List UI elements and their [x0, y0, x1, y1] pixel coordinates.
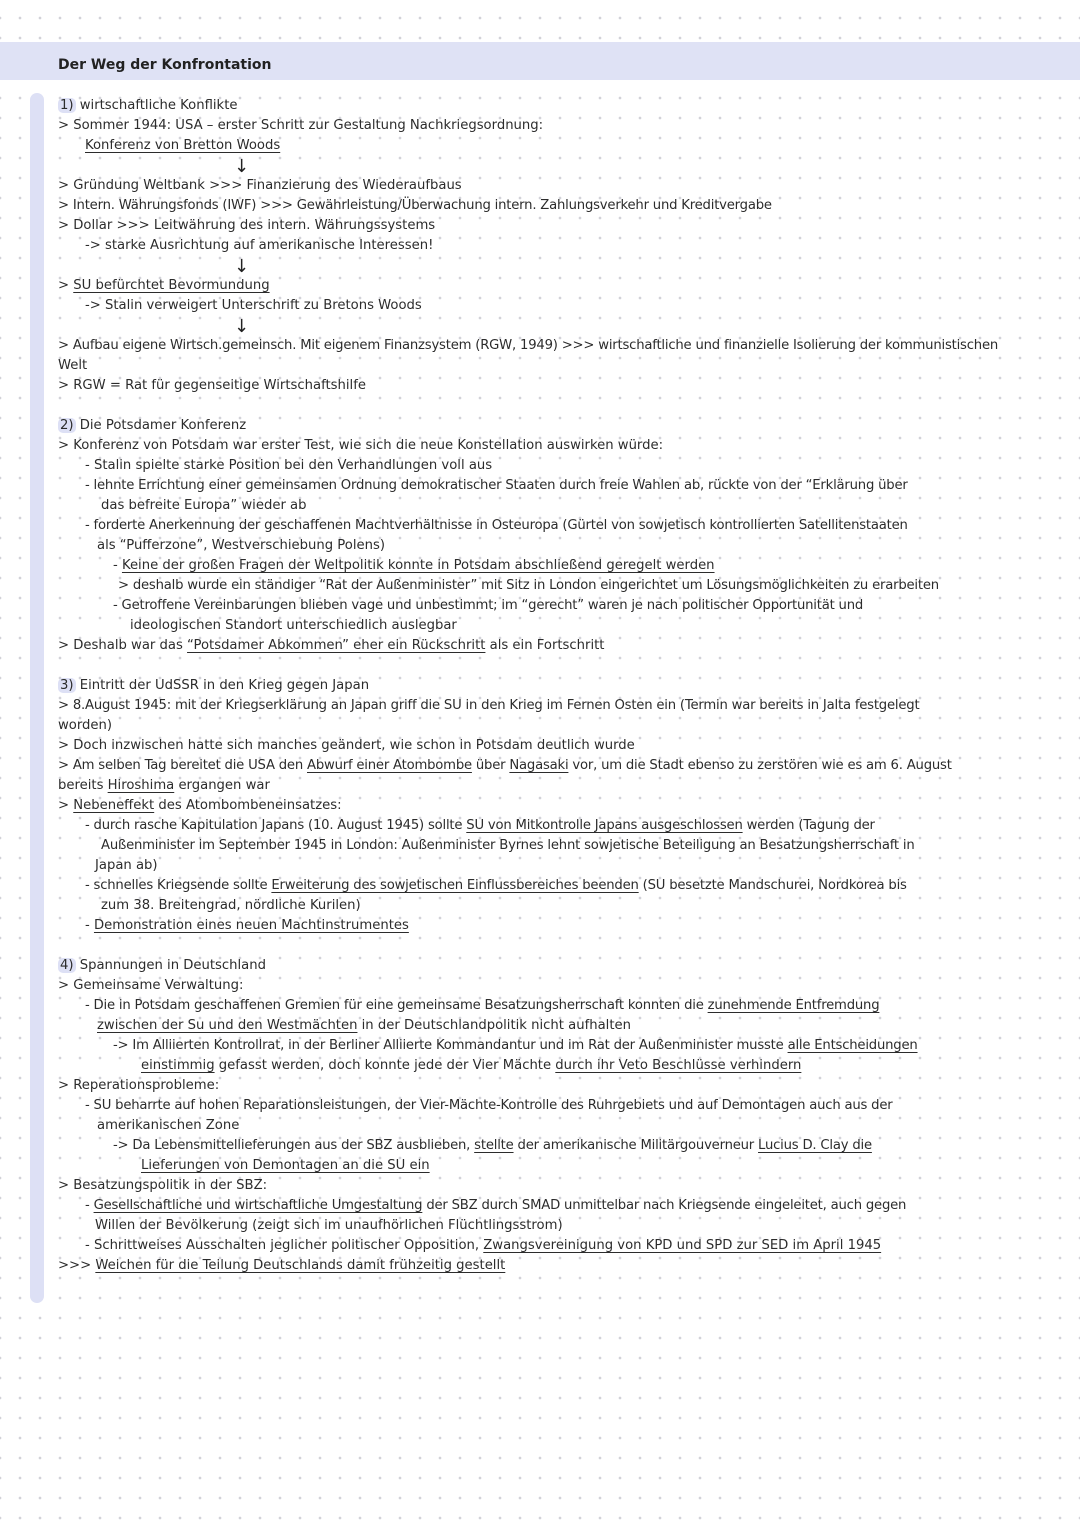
text-line: - Gesellschaftliche und wirtschaftliche Umgestaltung der SBZ durch SMAD unmittelbar nach Kriegsende eingeleitet, auch gegen: [85, 1198, 907, 1213]
section-4-heading: 4) Spannungen in Deutschland: [60, 958, 266, 973]
section-1-heading: 1) wirtschaftliche Konflikte: [60, 98, 238, 113]
text-line: > Deshalb war das “Potsdamer Abkommen” eher ein Rückschritt als ein Fortschritt: [58, 638, 605, 653]
arrow-down-icon: ↓: [234, 156, 250, 177]
text-line: einstimmig gefasst werden, doch konnte jede der Vier Mächte durch ihr Veto Beschlüsse verhindern: [141, 1058, 802, 1073]
text-line: > Doch inzwischen hatte sich manches geändert, wie schon in Potsdam deutlich wurde: [58, 738, 635, 753]
text-line: bereits Hiroshima ergangen war: [58, 778, 270, 793]
text-line: > 8.August 1945: mit der Kriegserklärung an Japan griff die SU in den Krieg im Fernen Osten ein (Termin war bereits in Jalta festgelegt: [58, 698, 920, 713]
text-line: Welt: [58, 358, 88, 373]
text-line: > Intern. Währungsfonds (IWF) >>> Gewährleistung/Überwachung intern. Zahlungsverkehr und Kreditvergabe: [58, 198, 772, 213]
text-line: > Sommer 1944: USA – erster Schritt zur Gestaltung Nachkriegsordnung:: [58, 118, 544, 133]
text-line: worden): [58, 718, 113, 733]
text-line: Japan ab): [95, 858, 158, 873]
text-line: > SU befürchtet Bevormundung: [58, 278, 270, 293]
text-line: - Keine der großen Fragen der Weltpolitik konnte in Potsdam abschließend geregelt werden: [113, 558, 715, 573]
section-3-heading: 3) Eintritt der UdSSR in den Krieg gegen Japan: [60, 678, 370, 693]
text-line: > Reperationsprobleme:: [58, 1078, 220, 1093]
text-line: -> starke Ausrichtung auf amerikanische Interessen!: [85, 238, 434, 253]
text-line: als “Pufferzone”, Westverschiebung Polens): [97, 538, 385, 553]
section-number: 2): [60, 418, 74, 433]
margin-highlight-bar: [30, 93, 44, 1303]
text-line: - Die in Potsdam geschaffenen Gremien für eine gemeinsame Besatzungsherrschaft konnten die zunehmende Entfremdung: [85, 998, 880, 1013]
text-line: Konferenz von Bretton Woods: [85, 138, 281, 153]
text-line: - Demonstration eines neuen Machtinstrumentes: [85, 918, 409, 933]
text-line: - lehnte Errichtung einer gemeinsamen Ordnung demokratischer Staaten durch freie Wahlen ab, rückte von der “Erklärung über: [85, 478, 908, 493]
text-line: -> Da Lebensmittellieferungen aus der SBZ ausblieben, stellte der amerikanische Militärgouverneur Lucius D. Clay die: [113, 1138, 872, 1153]
text-line: > Konferenz von Potsdam war erster Test, wie sich die neue Konstellation auswirken würde:: [58, 438, 664, 453]
text-line: das befreite Europa” wieder ab: [101, 498, 307, 513]
arrow-down-icon: ↓: [234, 316, 250, 337]
text-line: amerikanischen Zone: [97, 1118, 240, 1133]
text-line: zum 38. Breitengrad, nördliche Kurilen): [101, 898, 361, 913]
text-line: > RGW = Rat für gegenseitige Wirtschaftshilfe: [58, 378, 366, 393]
text-line: - durch rasche Kapitulation Japans (10. August 1945) sollte SU von Mitkontrolle Japans ausgeschlossen werden (Tagung der: [85, 818, 875, 833]
text-line: - Schrittweises Ausschalten jeglicher politischer Opposition, Zwangsvereinigung von KPD und SPD zur SED im April 1945: [85, 1238, 882, 1253]
section-number: 4): [60, 958, 74, 973]
page-title: Der Weg der Konfrontation: [58, 57, 272, 73]
text-line: - Getroffene Vereinbarungen blieben vage und unbestimmt; im “gerecht” waren je nach politischer Opportunität und: [113, 598, 864, 613]
text-line: > Gründung Weltbank >>> Finanzierung des Wiederaufbaus: [58, 178, 462, 193]
text-line: ideologischen Standort unterschiedlich auslegbar: [130, 618, 457, 633]
text-line: Willen der Bevölkerung (zeigt sich im unaufhörlichen Flüchtlingsstrom): [95, 1218, 563, 1233]
arrow-down-icon: ↓: [234, 256, 250, 277]
text-line: - forderte Anerkennung der geschaffenen Machtverhältnisse in Osteuropa (Gürtel von sowjetisch kontrollierten Satellitenstaaten: [85, 518, 908, 533]
section-number: 3): [60, 678, 74, 693]
text-line: > Nebeneffekt des Atombombeneinsatzes:: [58, 798, 342, 813]
text-line: - schnelles Kriegsende sollte Erweiterung des sowjetischen Einflussbereiches beenden (SU besetzte Mandschurei, Nordkorea bis: [85, 878, 907, 893]
text-line: > Aufbau eigene Wirtsch.gemeinsch. Mit eigenem Finanzsystem (RGW, 1949) >>> wirtschaftliche und finanzielle Isolierung der kommunistischen: [58, 338, 999, 353]
text-line: - SU beharrte auf hohen Reparationsleistungen, der Vier-Mächte-Kontrolle des Ruhrgebiets und auf Demontagen auch aus der: [85, 1098, 893, 1113]
text-line: zwischen der Su und den Westmächten in der Deutschlandpolitik nicht aufhalten: [97, 1018, 631, 1033]
conclusion-line: >>> Weichen für die Teilung Deutschlands damit frühzeitig gestellt: [58, 1258, 506, 1273]
section-2-heading: 2) Die Potsdamer Konferenz: [60, 418, 247, 433]
text-line: > Am selben Tag bereitet die USA den Abwurf einer Atombombe über Nagasaki vor, um die Stadt ebenso zu zerstören wie es am 6. August: [58, 758, 952, 773]
text-line: > deshalb wurde ein ständiger “Rat der Außenminister” mit Sitz in London eingerichtet um Lösungsmöglichkeiten zu erarbeiten: [118, 578, 939, 593]
text-line: > Gemeinsame Verwaltung:: [58, 978, 244, 993]
section-number: 1): [60, 98, 74, 113]
text-line: > Dollar >>> Leitwährung des intern. Währungssystems: [58, 218, 436, 233]
text-line: - Stalin spielte starke Position bei den Verhandlungen voll aus: [85, 458, 493, 473]
text-line: Lieferungen von Demontagen an die SU ein: [141, 1158, 430, 1173]
text-line: > Besatzungspolitik in der SBZ:: [58, 1178, 268, 1193]
text-line: -> Stalin verweigert Unterschrift zu Bretons Woods: [85, 298, 422, 313]
text-line: -> Im Alliierten Kontrollrat, in der Berliner Alliierte Kommandantur und im Rat der Außenminister musste alle Entscheidungen: [113, 1038, 918, 1053]
text-line: Außenminister im September 1945 in London: Außenminister Byrnes lehnt sowjetische Beteiligung an Besatzungsherrschaft in: [101, 838, 915, 853]
